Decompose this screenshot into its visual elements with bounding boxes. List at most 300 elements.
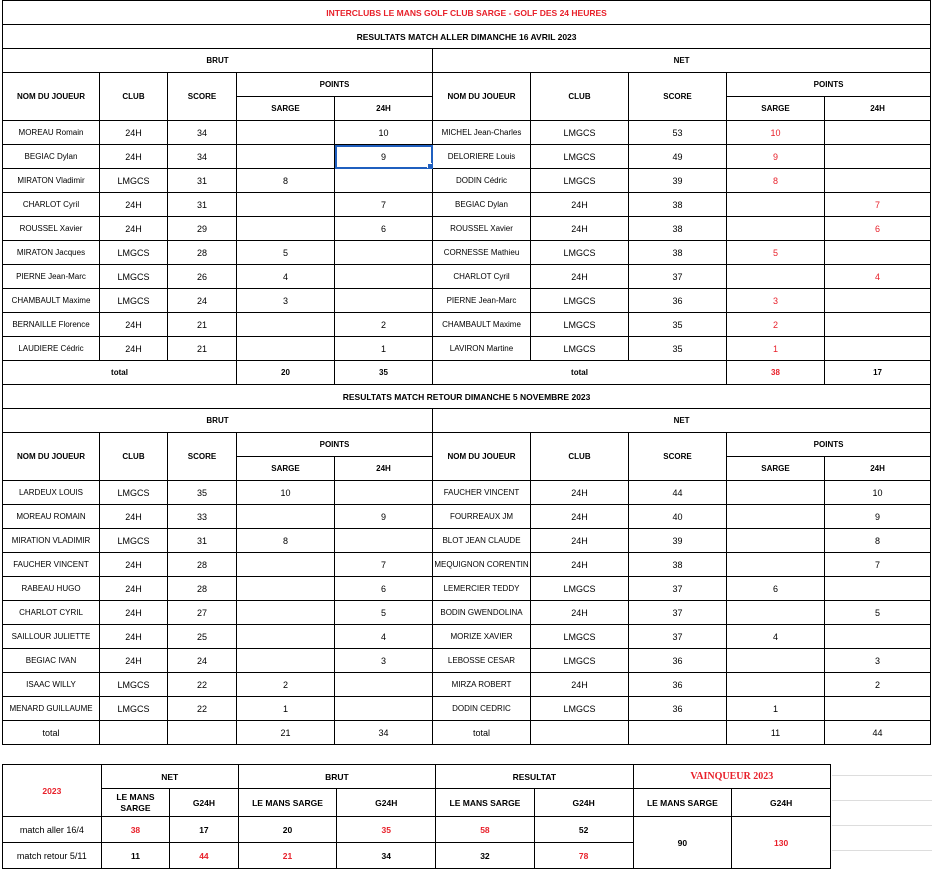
retour-brut-total-label: total (3, 721, 100, 745)
retour-net-score[interactable]: 44 (629, 481, 727, 505)
col-24h: 24H (825, 97, 931, 121)
retour-brut-points-sarge[interactable] (237, 553, 335, 577)
aller-brut-score[interactable]: 26 (168, 265, 237, 289)
retour-brut-club[interactable]: 24H (100, 553, 168, 577)
retour-brut-points-sarge[interactable] (237, 577, 335, 601)
retour-net-player-name[interactable]: LEBOSSE CESAR (433, 649, 531, 673)
retour-brut-score[interactable]: 27 (168, 601, 237, 625)
retour-brut-points-24h[interactable] (335, 673, 433, 697)
aller-brut-points-sarge[interactable]: 4 (237, 265, 335, 289)
aller-net-score[interactable]: 53 (629, 121, 727, 145)
aller-net-total-label: total (433, 361, 727, 385)
aller-net-points-sarge[interactable]: 1 (727, 337, 825, 361)
aller-brut-points-24h[interactable] (335, 265, 433, 289)
retour-net-total-label: total (433, 721, 531, 745)
summary-aller-brut-lms[interactable]: 20 (238, 817, 337, 843)
aller-net-player-name[interactable]: DELORIERE Louis (433, 145, 531, 169)
gridline (832, 800, 932, 801)
summary-row-retour-label: match retour 5/11 (3, 843, 102, 869)
retour-brut-club[interactable]: 24H (100, 649, 168, 673)
summary-net-header: NET (101, 765, 238, 789)
col-player: NOM DU JOUEUR (3, 73, 100, 121)
col-player: NOM DU JOUEUR (3, 433, 100, 481)
retour-brut-score[interactable]: 25 (168, 625, 237, 649)
summary-resultat-header: RESULTAT (436, 765, 633, 789)
summary-vainqueur-g24h[interactable]: 130 (732, 817, 831, 869)
summary-g24h-header: G24H (170, 789, 238, 817)
retour-net-club[interactable]: LMGCS (531, 577, 629, 601)
retour-brut-club[interactable]: LMGCS (100, 529, 168, 553)
retour-brut-player-name[interactable]: LARDEUX LOUIS (3, 481, 100, 505)
summary-g24h-header: G24H (337, 789, 436, 817)
aller-net-score[interactable]: 35 (629, 313, 727, 337)
retour-net-player-name[interactable]: DODIN CEDRIC (433, 697, 531, 721)
aller-brut-club[interactable]: 24H (100, 217, 168, 241)
retour-net-club[interactable]: 24H (531, 481, 629, 505)
table-row (3, 505, 931, 529)
retour-net-score[interactable]: 36 (629, 697, 727, 721)
retour-net-player-name[interactable]: FAUCHER VINCENT (433, 481, 531, 505)
gridline (832, 825, 932, 826)
table-row (3, 529, 931, 553)
table-row (3, 625, 931, 649)
aller-brut-club[interactable]: LMGCS (100, 241, 168, 265)
summary-brut-header: BRUT (238, 765, 435, 789)
summary-aller-resultat-g24h[interactable]: 52 (534, 817, 633, 843)
retour-brut-player-name[interactable]: ISAAC WILLY (3, 673, 100, 697)
aller-brut-club[interactable]: 24H (100, 313, 168, 337)
aller-net-player-name[interactable]: ROUSSEL Xavier (433, 217, 531, 241)
retour-brut-points-sarge[interactable] (237, 505, 335, 529)
retour-net-points-sarge[interactable] (727, 505, 825, 529)
aller-net-total-24h[interactable]: 17 (825, 361, 931, 385)
summary-g24h-header: G24H (732, 789, 831, 817)
aller-brut-points-24h[interactable] (335, 241, 433, 265)
summary-vainqueur-lms[interactable]: 90 (633, 817, 732, 869)
retour-brut-total-sarge[interactable]: 21 (237, 721, 335, 745)
summary-lms-header: LE MANS SARGE (238, 789, 337, 817)
summary-retour-brut-g24h[interactable]: 34 (337, 843, 436, 869)
retour-net-score[interactable]: 40 (629, 505, 727, 529)
retour-net-points-24h[interactable]: 7 (825, 553, 931, 577)
aller-net-player-name[interactable]: CHARLOT Cyril (433, 265, 531, 289)
aller-brut-score[interactable]: 34 (168, 145, 237, 169)
summary-aller-brut-g24h[interactable]: 35 (337, 817, 436, 843)
aller-brut-score[interactable]: 28 (168, 241, 237, 265)
empty-grid-area (832, 764, 932, 872)
col-points: POINTS (727, 433, 931, 457)
aller-brut-points-sarge[interactable] (237, 121, 335, 145)
aller-net-points-24h[interactable] (825, 121, 931, 145)
aller-net-points-24h[interactable]: 6 (825, 217, 931, 241)
retour-net-points-24h[interactable] (825, 625, 931, 649)
retour-net-club[interactable]: 24H (531, 505, 629, 529)
table-row (3, 337, 931, 361)
aller-net-header: NET (433, 49, 931, 73)
retour-brut-player-name[interactable]: FAUCHER VINCENT (3, 553, 100, 577)
col-24h: 24H (335, 97, 433, 121)
empty-cell[interactable] (629, 721, 727, 745)
retour-net-player-name[interactable]: BODIN GWENDOLINA (433, 601, 531, 625)
retour-brut-points-sarge[interactable] (237, 625, 335, 649)
retour-net-points-sarge[interactable]: 6 (727, 577, 825, 601)
col-sarge: SARGE (727, 457, 825, 481)
retour-net-score[interactable]: 36 (629, 673, 727, 697)
retour-net-club[interactable]: 24H (531, 553, 629, 577)
col-24h: 24H (335, 457, 433, 481)
retour-brut-score[interactable]: 24 (168, 649, 237, 673)
gridline (832, 850, 932, 851)
retour-net-points-24h[interactable]: 8 (825, 529, 931, 553)
retour-brut-points-24h[interactable]: 9 (335, 505, 433, 529)
aller-net-points-sarge[interactable]: 9 (727, 145, 825, 169)
table-row (3, 193, 931, 217)
retour-net-points-24h[interactable]: 5 (825, 601, 931, 625)
col-sarge: SARGE (237, 97, 335, 121)
empty-cell[interactable] (168, 721, 237, 745)
table-row (3, 289, 931, 313)
col-points: POINTS (237, 433, 433, 457)
aller-net-points-24h[interactable] (825, 169, 931, 193)
retour-net-total-sarge[interactable]: 11 (727, 721, 825, 745)
aller-brut-points-24h[interactable]: 1 (335, 337, 433, 361)
aller-brut-points-24h[interactable] (335, 289, 433, 313)
retour-net-points-sarge[interactable]: 4 (727, 625, 825, 649)
summary-retour-net-lms[interactable]: 11 (101, 843, 169, 869)
aller-net-player-name[interactable]: CORNESSE Mathieu (433, 241, 531, 265)
aller-brut-points-24h[interactable] (335, 169, 433, 193)
retour-net-points-24h[interactable]: 2 (825, 673, 931, 697)
aller-net-club[interactable]: 24H (531, 217, 629, 241)
retour-brut-points-24h[interactable] (335, 529, 433, 553)
retour-brut-points-24h[interactable]: 7 (335, 553, 433, 577)
retour-net-score[interactable]: 39 (629, 529, 727, 553)
aller-net-points-sarge[interactable] (727, 217, 825, 241)
aller-brut-player-name[interactable]: MOREAU Romain (3, 121, 100, 145)
table-row (3, 265, 931, 289)
aller-net-points-sarge[interactable]: 8 (727, 169, 825, 193)
retour-net-points-24h[interactable] (825, 577, 931, 601)
retour-net-club[interactable]: 24H (531, 673, 629, 697)
aller-net-club[interactable]: LMGCS (531, 241, 629, 265)
retour-net-points-24h[interactable] (825, 697, 931, 721)
aller-brut-club[interactable]: LMGCS (100, 289, 168, 313)
empty-cell[interactable] (531, 721, 629, 745)
col-points: POINTS (237, 73, 433, 97)
summary-aller-net-g24h[interactable]: 17 (170, 817, 238, 843)
aller-net-club[interactable]: LMGCS (531, 169, 629, 193)
table-row (3, 217, 931, 241)
aller-brut-score[interactable]: 21 (168, 313, 237, 337)
retour-net-points-sarge[interactable] (727, 649, 825, 673)
col-club: CLUB (100, 73, 168, 121)
aller-brut-total-sarge[interactable]: 20 (237, 361, 335, 385)
summary-vainqueur-header: VAINQUEUR 2023 (633, 765, 830, 789)
aller-net-score[interactable]: 35 (629, 337, 727, 361)
aller-net-score[interactable]: 49 (629, 145, 727, 169)
retour-net-player-name[interactable]: MORIZE XAVIER (433, 625, 531, 649)
retour-net-player-name[interactable]: LEMERCIER TEDDY (433, 577, 531, 601)
retour-brut-club[interactable]: 24H (100, 505, 168, 529)
summary-year: 2023 (3, 765, 102, 817)
aller-brut-player-name[interactable]: LAUDIERE Cédric (3, 337, 100, 361)
retour-net-points-sarge[interactable] (727, 481, 825, 505)
retour-brut-club[interactable]: 24H (100, 625, 168, 649)
retour-net-points-24h[interactable]: 3 (825, 649, 931, 673)
retour-net-player-name[interactable]: MIRZA ROBERT (433, 673, 531, 697)
aller-brut-header: BRUT (3, 49, 433, 73)
aller-brut-points-sarge[interactable]: 5 (237, 241, 335, 265)
retour-brut-score[interactable]: 28 (168, 553, 237, 577)
col-club: CLUB (531, 433, 629, 481)
aller-net-points-24h[interactable] (825, 241, 931, 265)
aller-brut-club[interactable]: 24H (100, 193, 168, 217)
aller-brut-club[interactable]: 24H (100, 337, 168, 361)
aller-net-player-name[interactable]: BEGIAC Dylan (433, 193, 531, 217)
aller-brut-points-sarge[interactable] (237, 145, 335, 169)
col-player: NOM DU JOUEUR (433, 433, 531, 481)
aller-net-points-24h[interactable] (825, 337, 931, 361)
retour-net-club[interactable]: LMGCS (531, 697, 629, 721)
summary-retour-resultat-lms[interactable]: 32 (436, 843, 535, 869)
col-club: CLUB (531, 73, 629, 121)
aller-brut-points-sarge[interactable]: 3 (237, 289, 335, 313)
table-row (3, 649, 931, 673)
retour-net-points-24h[interactable]: 10 (825, 481, 931, 505)
aller-net-club[interactable]: LMGCS (531, 145, 629, 169)
aller-net-score[interactable]: 38 (629, 241, 727, 265)
aller-brut-score[interactable]: 21 (168, 337, 237, 361)
table-row (3, 145, 931, 169)
aller-brut-points-24h[interactable]: 2 (335, 313, 433, 337)
retour-brut-score[interactable]: 28 (168, 577, 237, 601)
retour-net-points-sarge[interactable] (727, 601, 825, 625)
summary-retour-resultat-g24h[interactable]: 78 (534, 843, 633, 869)
aller-brut-score[interactable]: 29 (168, 217, 237, 241)
col-points: POINTS (727, 73, 931, 97)
aller-brut-score[interactable]: 34 (168, 121, 237, 145)
aller-net-points-sarge[interactable]: 5 (727, 241, 825, 265)
aller-net-club[interactable]: LMGCS (531, 313, 629, 337)
aller-net-score[interactable]: 36 (629, 289, 727, 313)
results-table (2, 0, 931, 745)
aller-net-points-sarge[interactable] (727, 193, 825, 217)
retour-brut-player-name[interactable]: MIRATION VLADIMIR (3, 529, 100, 553)
retour-brut-player-name[interactable]: RABEAU HUGO (3, 577, 100, 601)
aller-net-player-name[interactable]: CHAMBAULT Maxime (433, 313, 531, 337)
aller-net-points-sarge[interactable]: 3 (727, 289, 825, 313)
retour-brut-player-name[interactable]: CHARLOT CYRIL (3, 601, 100, 625)
retour-brut-points-24h[interactable]: 4 (335, 625, 433, 649)
aller-net-score[interactable]: 38 (629, 193, 727, 217)
aller-net-club[interactable]: 24H (531, 193, 629, 217)
retour-brut-points-sarge[interactable] (237, 649, 335, 673)
aller-brut-player-name[interactable]: CHARLOT Cyril (3, 193, 100, 217)
retour-brut-score[interactable]: 22 (168, 673, 237, 697)
retour-brut-points-24h[interactable] (335, 481, 433, 505)
retour-brut-points-sarge[interactable]: 8 (237, 529, 335, 553)
summary-lms-header: LE MANS SARGE (101, 789, 169, 817)
summary-retour-brut-lms[interactable]: 21 (238, 843, 337, 869)
retour-net-score[interactable]: 36 (629, 649, 727, 673)
aller-brut-player-name[interactable]: CHAMBAULT Maxime (3, 289, 100, 313)
retour-net-points-sarge[interactable]: 1 (727, 697, 825, 721)
aller-net-points-sarge[interactable] (727, 265, 825, 289)
aller-brut-points-sarge[interactable] (237, 313, 335, 337)
aller-net-player-name[interactable]: LAVIRON Martine (433, 337, 531, 361)
aller-net-club[interactable]: LMGCS (531, 121, 629, 145)
retour-net-points-sarge[interactable] (727, 529, 825, 553)
summary-row-aller-label: match aller 16/4 (3, 817, 102, 843)
retour-brut-club[interactable]: LMGCS (100, 673, 168, 697)
aller-brut-points-sarge[interactable] (237, 193, 335, 217)
document-title: INTERCLUBS LE MANS GOLF CLUB SARGE - GOLF DES 24 HEURES (3, 1, 931, 25)
retour-net-club[interactable]: LMGCS (531, 649, 629, 673)
aller-net-points-24h[interactable] (825, 313, 931, 337)
retour-net-player-name[interactable]: FOURREAUX JM (433, 505, 531, 529)
aller-brut-score[interactable]: 31 (168, 169, 237, 193)
gridline (832, 775, 932, 776)
retour-brut-points-sarge[interactable]: 2 (237, 673, 335, 697)
retour-net-player-name[interactable]: BLOT JEAN CLAUDE (433, 529, 531, 553)
aller-net-club[interactable]: 24H (531, 265, 629, 289)
retour-brut-player-name[interactable]: SAILLOUR JULIETTE (3, 625, 100, 649)
aller-net-club[interactable]: LMGCS (531, 337, 629, 361)
aller-brut-player-name[interactable]: PIERNE Jean-Marc (3, 265, 100, 289)
col-24h: 24H (825, 457, 931, 481)
retour-brut-score[interactable]: 31 (168, 529, 237, 553)
retour-brut-header: BRUT (3, 409, 433, 433)
retour-brut-score[interactable]: 33 (168, 505, 237, 529)
aller-net-points-24h[interactable] (825, 145, 931, 169)
aller-brut-score[interactable]: 24 (168, 289, 237, 313)
aller-brut-total-24h[interactable]: 35 (335, 361, 433, 385)
summary-aller-net-lms[interactable]: 38 (101, 817, 169, 843)
retour-brut-club[interactable]: LMGCS (100, 697, 168, 721)
retour-brut-points-24h[interactable]: 6 (335, 577, 433, 601)
col-score: SCORE (629, 73, 727, 121)
retour-net-score[interactable]: 38 (629, 553, 727, 577)
aller-brut-player-name[interactable]: BEGIAC Dylan (3, 145, 100, 169)
table-row (3, 121, 931, 145)
retour-brut-total-24h[interactable]: 34 (335, 721, 433, 745)
retour-net-score[interactable]: 37 (629, 625, 727, 649)
retour-brut-points-sarge[interactable] (237, 601, 335, 625)
retour-net-points-sarge[interactable] (727, 673, 825, 697)
aller-title: RESULTATS MATCH ALLER DIMANCHE 16 AVRIL 2023 (3, 25, 931, 49)
aller-brut-club[interactable]: 24H (100, 121, 168, 145)
retour-brut-club[interactable]: 24H (100, 577, 168, 601)
col-score: SCORE (629, 433, 727, 481)
aller-net-club[interactable]: LMGCS (531, 289, 629, 313)
aller-net-player-name[interactable]: MICHEL Jean-Charles (433, 121, 531, 145)
aller-brut-score[interactable]: 31 (168, 193, 237, 217)
aller-brut-club[interactable]: LMGCS (100, 265, 168, 289)
aller-brut-club[interactable]: 24H (100, 145, 168, 169)
aller-brut-club[interactable]: LMGCS (100, 169, 168, 193)
retour-brut-points-24h[interactable]: 5 (335, 601, 433, 625)
aller-brut-points-24h[interactable]: 9 (335, 145, 433, 169)
aller-brut-points-sarge[interactable] (237, 217, 335, 241)
aller-net-points-sarge[interactable]: 2 (727, 313, 825, 337)
aller-net-score[interactable]: 39 (629, 169, 727, 193)
aller-net-score[interactable]: 37 (629, 265, 727, 289)
aller-net-score[interactable]: 38 (629, 217, 727, 241)
retour-brut-club[interactable]: 24H (100, 601, 168, 625)
aller-net-points-24h[interactable] (825, 289, 931, 313)
aller-brut-player-name[interactable]: MIRATON Vladimir (3, 169, 100, 193)
aller-net-points-sarge[interactable]: 10 (727, 121, 825, 145)
col-sarge: SARGE (727, 97, 825, 121)
aller-net-points-24h[interactable]: 7 (825, 193, 931, 217)
aller-net-total-sarge[interactable]: 38 (727, 361, 825, 385)
table-row (3, 241, 931, 265)
aller-brut-total-label: total (3, 361, 237, 385)
table-row (3, 697, 931, 721)
retour-brut-points-sarge[interactable]: 1 (237, 697, 335, 721)
aller-brut-points-24h[interactable]: 7 (335, 193, 433, 217)
col-score: SCORE (168, 433, 237, 481)
retour-net-score[interactable]: 37 (629, 601, 727, 625)
aller-net-player-name[interactable]: DODIN Cédric (433, 169, 531, 193)
retour-brut-player-name[interactable]: MENARD GUILLAUME (3, 697, 100, 721)
retour-brut-score[interactable]: 35 (168, 481, 237, 505)
retour-brut-score[interactable]: 22 (168, 697, 237, 721)
col-sarge: SARGE (237, 457, 335, 481)
table-row (3, 553, 931, 577)
retour-net-points-sarge[interactable] (727, 553, 825, 577)
aller-brut-player-name[interactable]: BERNAILLE Florence (3, 313, 100, 337)
retour-net-score[interactable]: 37 (629, 577, 727, 601)
retour-net-total-24h[interactable]: 44 (825, 721, 931, 745)
empty-cell[interactable] (100, 721, 168, 745)
retour-net-club[interactable]: 24H (531, 529, 629, 553)
col-score: SCORE (168, 73, 237, 121)
summary-aller-resultat-lms[interactable]: 58 (436, 817, 535, 843)
aller-net-player-name[interactable]: PIERNE Jean-Marc (433, 289, 531, 313)
aller-brut-points-sarge[interactable] (237, 337, 335, 361)
retour-net-points-24h[interactable]: 9 (825, 505, 931, 529)
retour-brut-club[interactable]: LMGCS (100, 481, 168, 505)
table-row (3, 481, 931, 505)
retour-brut-points-sarge[interactable]: 10 (237, 481, 335, 505)
col-player: NOM DU JOUEUR (433, 73, 531, 121)
aller-net-points-24h[interactable]: 4 (825, 265, 931, 289)
retour-brut-points-24h[interactable]: 3 (335, 649, 433, 673)
table-row (3, 169, 931, 193)
retour-net-player-name[interactable]: MEQUIGNON CORENTIN (433, 553, 531, 577)
summary-retour-net-g24h[interactable]: 44 (170, 843, 238, 869)
aller-brut-player-name[interactable]: ROUSSEL Xavier (3, 217, 100, 241)
summary-table (2, 764, 831, 869)
retour-title: RESULTATS MATCH RETOUR DIMANCHE 5 NOVEMBRE 2023 (3, 385, 931, 409)
summary-lms-header: LE MANS SARGE (633, 789, 732, 817)
table-row (3, 601, 931, 625)
summary-g24h-header: G24H (534, 789, 633, 817)
aller-brut-player-name[interactable]: MIRATON Jacques (3, 241, 100, 265)
summary-lms-header: LE MANS SARGE (436, 789, 535, 817)
retour-net-club[interactable]: 24H (531, 601, 629, 625)
aller-brut-points-sarge[interactable]: 8 (237, 169, 335, 193)
aller-brut-points-24h[interactable]: 10 (335, 121, 433, 145)
table-row (3, 313, 931, 337)
retour-brut-points-24h[interactable] (335, 697, 433, 721)
retour-net-club[interactable]: LMGCS (531, 625, 629, 649)
retour-brut-player-name[interactable]: MOREAU ROMAIN (3, 505, 100, 529)
aller-brut-points-24h[interactable]: 6 (335, 217, 433, 241)
retour-net-header: NET (433, 409, 931, 433)
retour-brut-player-name[interactable]: BEGIAC IVAN (3, 649, 100, 673)
